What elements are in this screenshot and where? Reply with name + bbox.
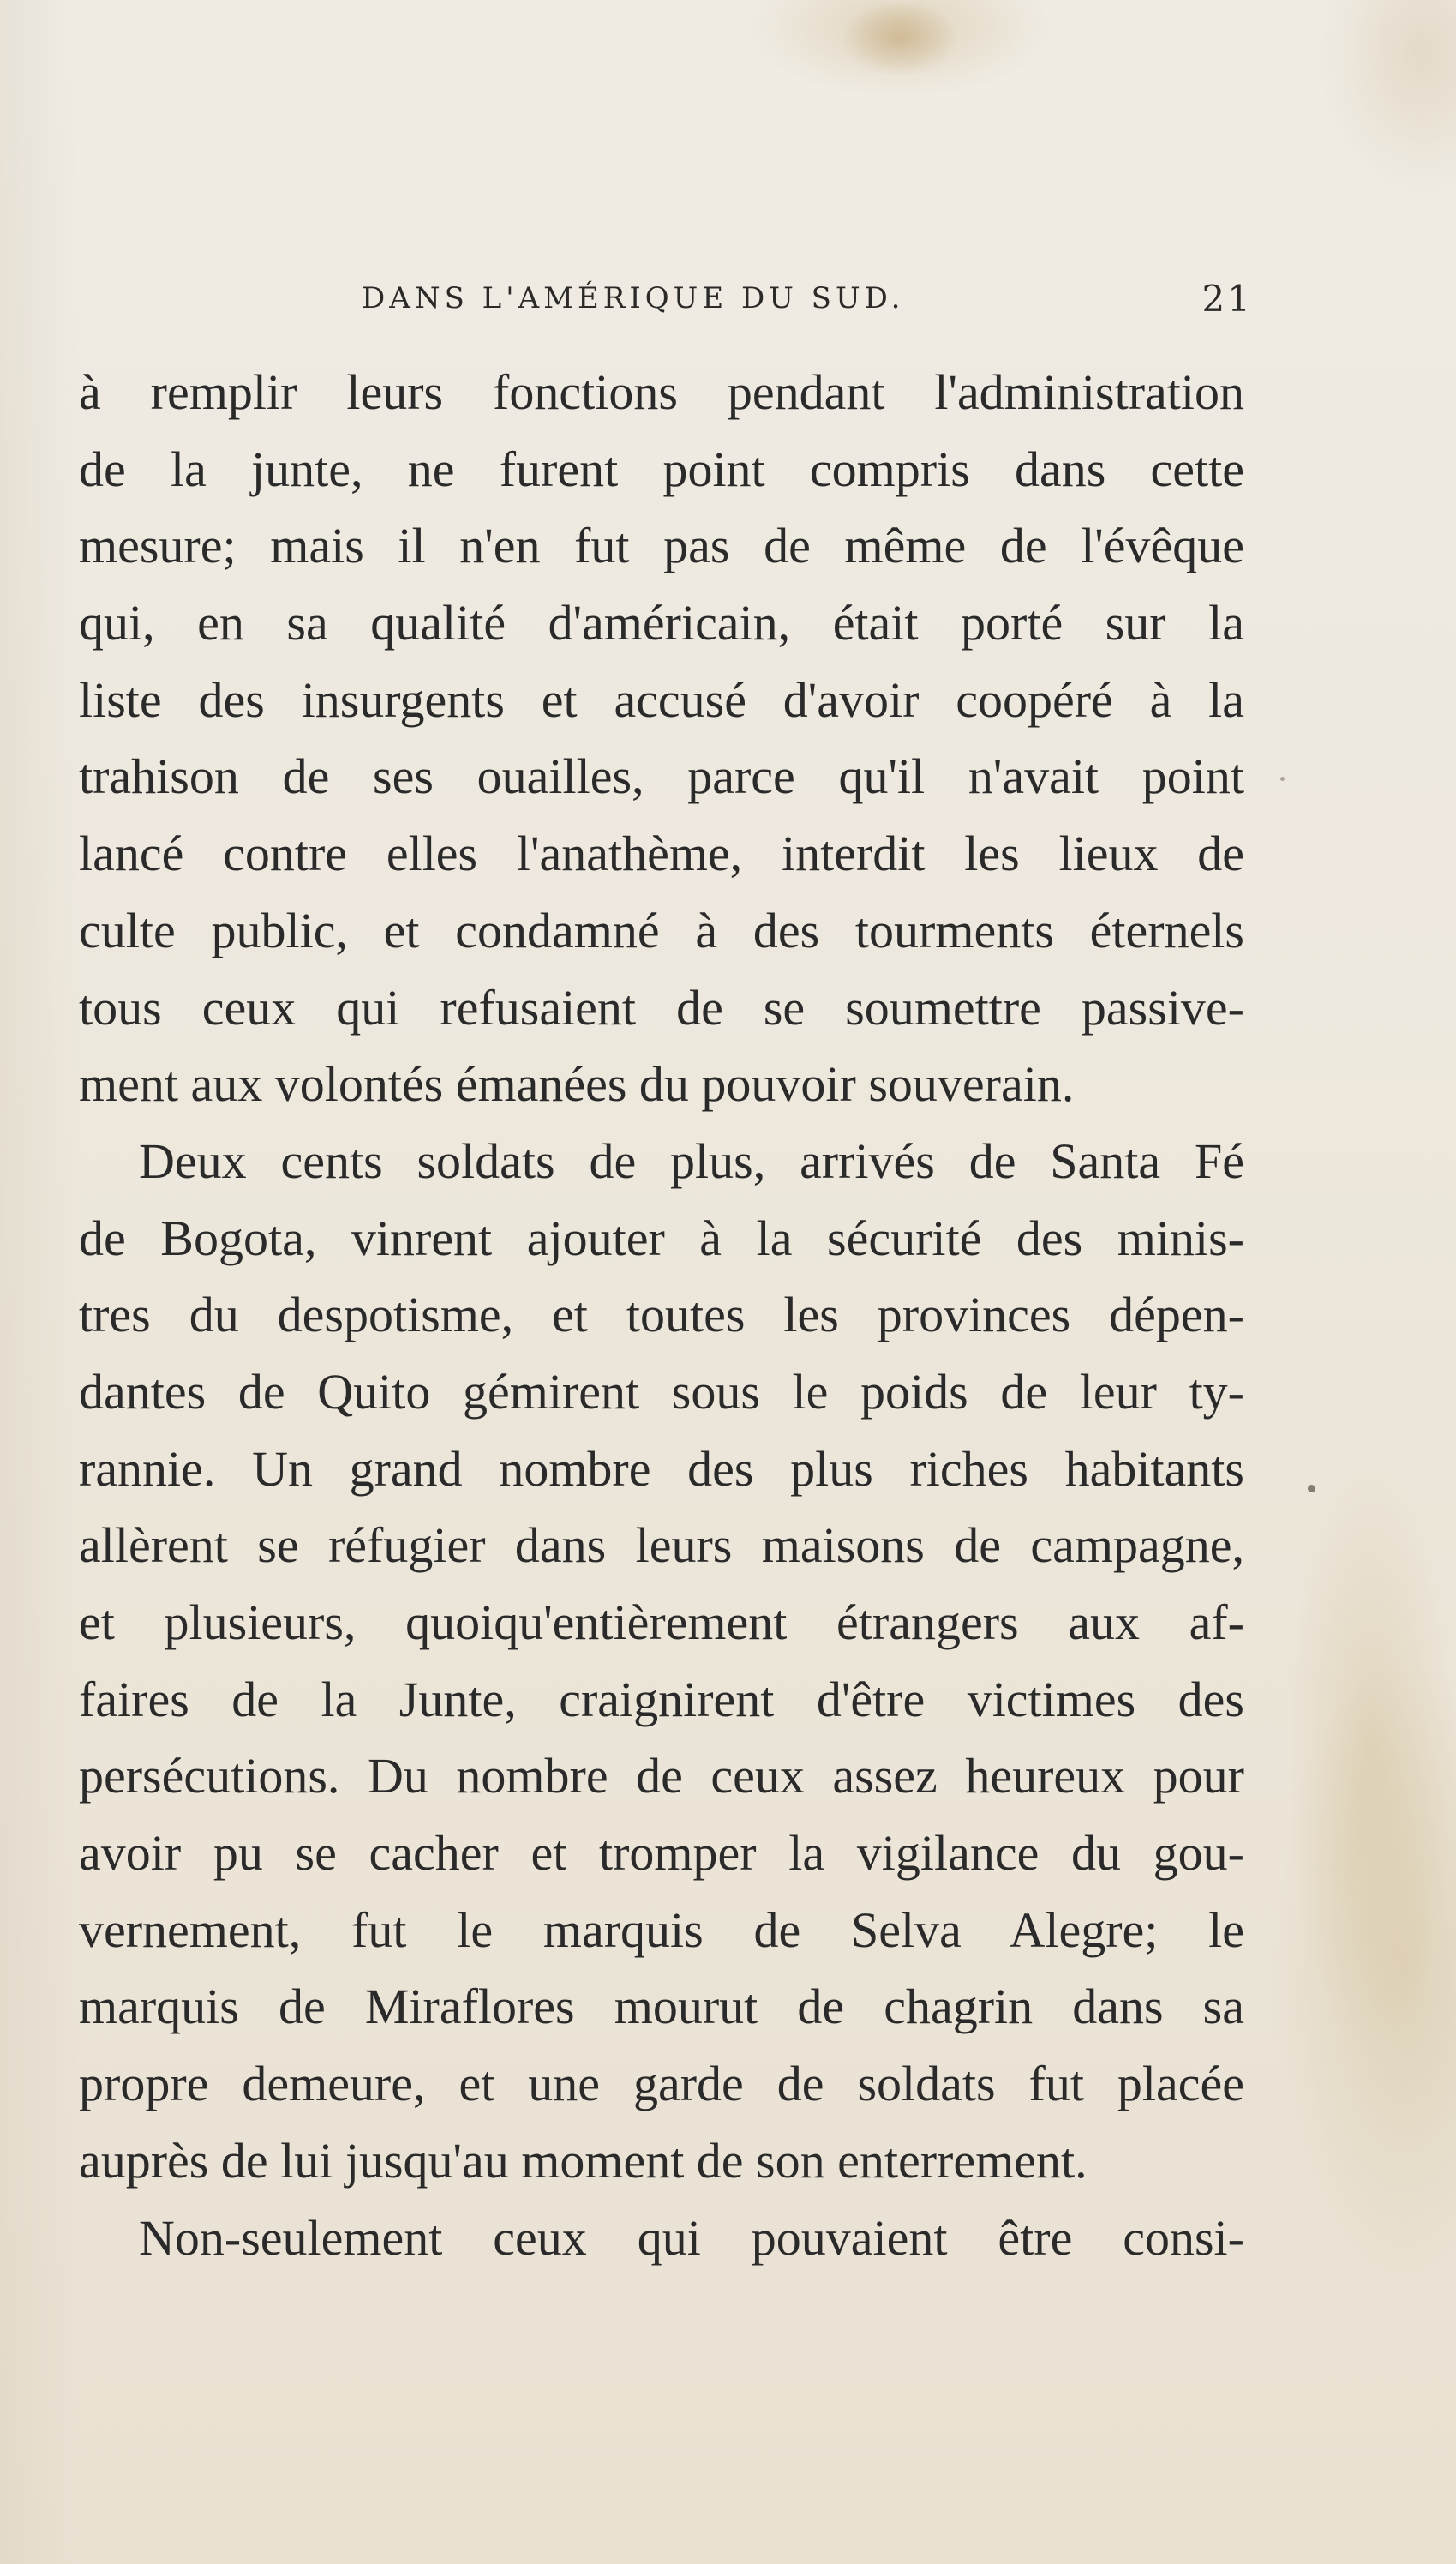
text-line: lancé contre elles l'anathème, interdit les lieux de	[79, 826, 1244, 882]
text-line: qui, en sa qualité d'américain, était porté sur la	[79, 595, 1244, 652]
running-title: DANS L'AMÉRIQUE DU SUD.	[362, 281, 905, 315]
paper-spot	[1280, 777, 1285, 781]
text-line: ment aux volontés émanées du pouvoir souverain.	[79, 1056, 1075, 1113]
text-line: Deux cents soldats de plus, arrivés de Santa Fé	[139, 1132, 1244, 1189]
text-line: allèrent se réfugier dans leurs maisons de campagne,	[79, 1517, 1244, 1574]
text-line: dantes de Quito gémirent sous le poids de leur ty-	[79, 1363, 1244, 1420]
paper-stain	[1285, 1457, 1456, 2057]
text-line: faires de la Junte, craignirent d'être victimes des	[79, 1671, 1244, 1727]
text-line: rannie. Un grand nombre des plus riches habitants	[79, 1440, 1244, 1497]
body-text	[79, 354, 1244, 2276]
text-line: trahison de ses ouailles, parce qu'il n'avait point	[79, 748, 1244, 805]
text-line: marquis de Miraflores mourut de chagrin dans sa	[79, 1979, 1244, 2035]
text-line: tous ceux qui refusaient de se soumettre passive-	[79, 979, 1244, 1036]
paper-spot	[1308, 1485, 1315, 1492]
text-line: persécutions. Du nombre de ceux assez heureux pour	[79, 1748, 1244, 1804]
paper-stain	[840, 0, 960, 77]
text-line: avoir pu se cacher et tromper la vigilance du gou-	[79, 1825, 1244, 1882]
text-line: Non-seulement ceux qui pouvaient être consi-	[139, 2209, 1244, 2266]
text-line: liste des insurgents et accusé d'avoir coopéré à la	[79, 671, 1244, 728]
text-line: tres du despotisme, et toutes les provinces dépen-	[79, 1287, 1244, 1343]
running-head	[79, 273, 1253, 324]
text-line: auprès de lui jusqu'au moment de son enterrement.	[79, 2132, 1088, 2189]
text-line: culte public, et condamné à des tourments éternels	[79, 902, 1244, 958]
text-line: de la junte, ne furent point compris dans cette	[79, 441, 1244, 497]
page-number: 21	[1201, 278, 1253, 320]
text-line: vernement, fut le marquis de Selva Alegre; le	[79, 1901, 1244, 1958]
text-line: de Bogota, vinrent ajouter à la sécurité des minis-	[79, 1210, 1244, 1266]
text-line: à remplir leurs fonctions pendant l'administration	[79, 364, 1244, 420]
text-line: propre demeure, et une garde de soldats fut placée	[79, 2056, 1244, 2112]
text-line: et plusieurs, quoiqu'entièrement étrangers aux af-	[79, 1594, 1244, 1650]
text-line: mesure; mais il n'en fut pas de même de l'évêque	[79, 518, 1244, 574]
